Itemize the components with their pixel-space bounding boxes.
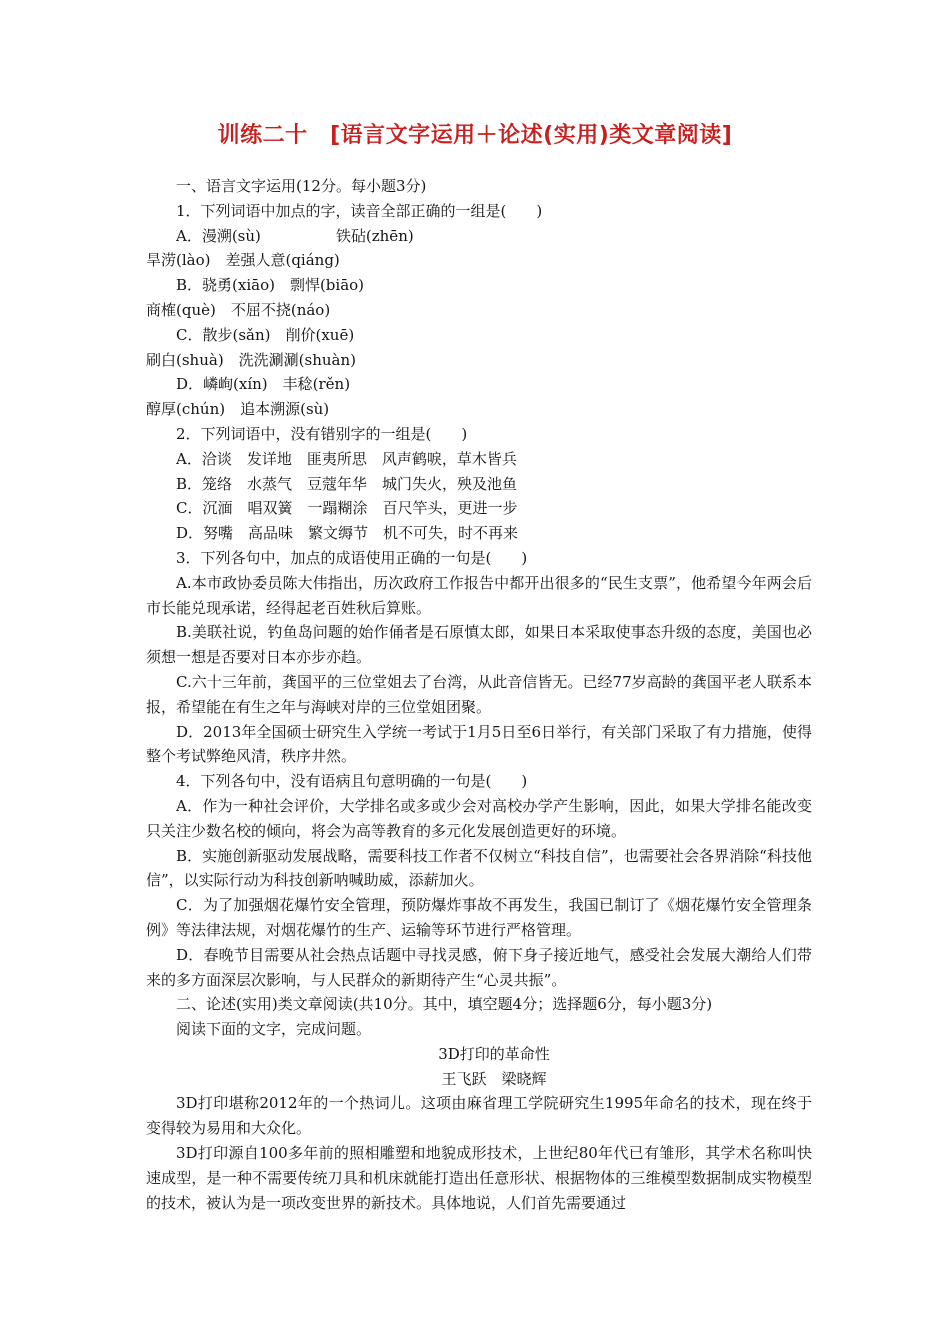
section2-heading: 二、论述(实用)类文章阅读(共10分。其中，填空题4分；选择题6分，每小题3分) <box>176 995 713 1014</box>
q4-stem: 4．下列各句中，没有语病且句意明确的一句是( ) <box>176 772 528 791</box>
q3-option: C.六十三年前，龚国平的三位堂姐去了台湾，从此音信皆无。已经77岁高龄的龚国平老人联系本报，希望能在有生之年与海峡对岸的三位堂姐团聚。 <box>146 672 812 716</box>
page-title: 训练二十 [语言文字运用＋论述(实用)类文章阅读] <box>217 123 733 148</box>
q2-option: C．沉湎 唱双簧 一蹋糊涂 百尺竿头，更进一步 <box>176 499 518 518</box>
q2-option: B．笼络 水蒸气 豆蔻年华 城门失火，殃及池鱼 <box>176 474 518 493</box>
q4-option: C．为了加强烟花爆竹安全管理，预防爆炸事故不再发生，我国已制订了《烟花爆竹安全管理条例》等法律法规，对烟花爆竹的生产、运输等环节进行严格管理。 <box>146 896 812 939</box>
q1-option-line: 商榷(què) 不屈不挠(náo) <box>146 300 331 319</box>
q2-stem: 2．下列词语中，没有错别字的一组是( ) <box>176 424 468 443</box>
article-title: 3D打印的革命性 <box>438 1044 550 1063</box>
q1-option-line: B．骁勇(xiāo) 剽悍(biāo) <box>176 276 365 295</box>
document-body <box>146 174 812 1215</box>
q4-option: D．春晚节目需要从社会热点话题中寻找灵感，俯下身子接近地气，感受社会发展大潮给人们带来的多方面深层次影响，与人民群众的新期待产生“心灵共振”。 <box>146 945 812 989</box>
q1-option-line: 醇厚(chún) 追本溯源(sù) <box>146 400 330 419</box>
reading-instruction: 阅读下面的文字，完成问题。 <box>176 1020 372 1039</box>
q1-option-line: 刷白(shuà) 洗洗涮涮(shuàn) <box>146 350 356 369</box>
q1-option-line: 旱涝(lào) 差强人意(qiáng) <box>146 251 340 270</box>
article-paragraph: 3D打印源自100多年前的照相雕塑和地貌成形技术，上世纪80年代已有雏形，其学术名称叫快速成型，是一种不需要传统刀具和机床就能打造出任意形状、根据物体的三维模型数据制成实物模型的技术，被认为是一项改变世界的新技术。具体地说，人们首先需要通过 <box>146 1144 812 1212</box>
q2-option: D．努嘴 高品味 繁文缛节 机不可失，时不再来 <box>176 524 519 543</box>
q3-option: B.美联社说，钓鱼岛问题的始作俑者是石原慎太郎，如果日本采取使事态升级的态度，美国也必须想一想是否要对日本亦步亦趋。 <box>146 623 812 667</box>
article-paragraph: 3D打印堪称2012年的一个热词儿。这项由麻省理工学院研究生1995年命名的技术，现在终于变得较为易用和大众化。 <box>146 1094 812 1138</box>
q3-stem: 3．下列各句中，加点的成语使用正确的一句是( ) <box>176 548 528 567</box>
q4-option: B．实施创新驱动发展战略，需要科技工作者不仅树立“科技自信”，也需要社会各界消除“科技他信”，以实际行动为科技创新呐喊助威，添薪加火。 <box>146 846 812 890</box>
q1-option-line: D．嶙峋(xín) 丰稔(rěn) <box>176 375 351 394</box>
q1-option-line: A．漫溯(sù) 铁砧(zhēn) <box>176 226 414 245</box>
q4-option: A．作为一种社会评价，大学排名或多或少会对高校办学产生影响，因此，如果大学排名能改变只关注少数名校的倾向，将会为高等教育的多元化发展创造更好的环境。 <box>146 796 812 840</box>
article-authors: 王飞跃 梁晓辉 <box>441 1069 547 1088</box>
q3-option: D．2013年全国硕士研究生入学统一考试于1月5日至6日举行，有关部门采取了有力措施，使得整个考试弊绝风清，秩序井然。 <box>146 722 812 766</box>
q1-option-line: C．散步(sǎn) 削价(xuē) <box>176 325 355 344</box>
q3-option: A.本市政协委员陈大伟指出，历次政府工作报告中都开出很多的“民生支票”，他希望今年两会后市长能兑现承诺，经得起老百姓秋后算账。 <box>146 573 812 617</box>
q1-stem: 1．下列词语中加点的字，读音全部正确的一组是( ) <box>176 201 543 220</box>
q2-option: A．洽谈 发详地 匪夷所思 风声鹤唳，草木皆兵 <box>176 449 517 468</box>
section1-heading: 一、语言文字运用(12分。每小题3分) <box>176 177 427 195</box>
